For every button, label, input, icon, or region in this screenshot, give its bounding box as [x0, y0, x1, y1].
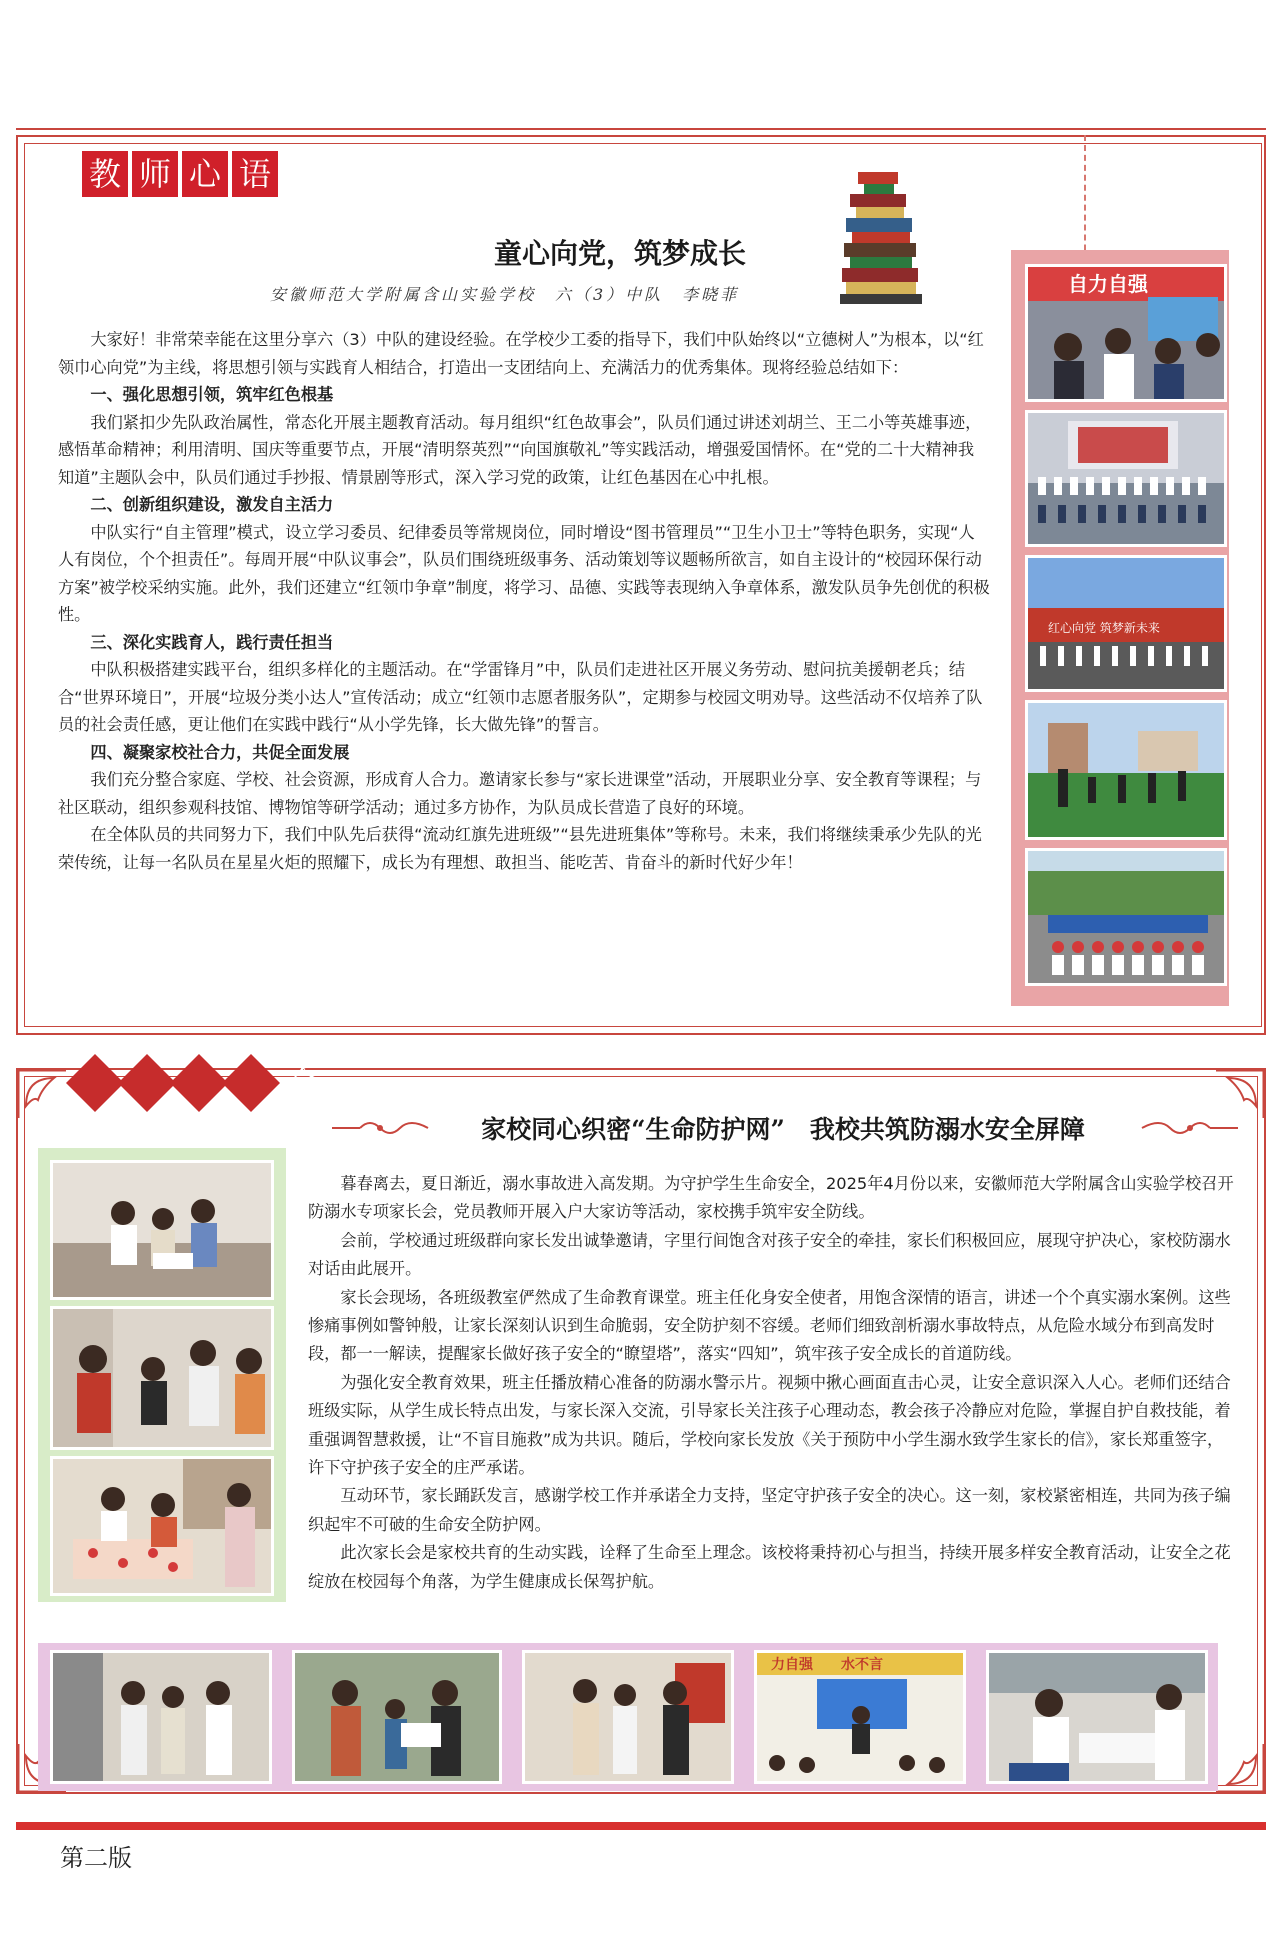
section2-body	[308, 1170, 1238, 1596]
tag-char: 合	[286, 1064, 319, 1102]
section2-tag	[70, 1058, 319, 1108]
paragraph: 我们紧扣少先队政治属性，常态化开展主题教育活动。每月组织“红色故事会”，队员们通过讲述刘胡兰、王二小等英雄事迹，感悟革命精神；利用清明、国庆等重要节点，开展“清明祭英烈”“向国旗敬礼”等实践活动，增强爱国情怀。在“党的二十大精神我知道”主题队会中，队员们通过手抄报、情景剧等形式，深入学习党的政策，让红色基因在心中扎根。	[58, 412, 982, 487]
photo-parent-signing	[986, 1650, 1208, 1784]
section1-title: 童心向党，筑梦成长	[493, 237, 746, 270]
photo-family-1	[50, 1650, 272, 1784]
photo-banner-text: 自力自强	[1068, 272, 1148, 296]
tag-char-wrap	[122, 1058, 174, 1108]
corner-ornament-icon	[1212, 1740, 1268, 1796]
photo-home-visit-2	[50, 1306, 274, 1450]
footer-rule	[16, 1822, 1266, 1830]
paragraph: 在全体队员的共同努力下，我们中队先后获得“流动红旗先进班级”“县先进班集体”等称号。未来，我们将继续秉承少先队的光荣传统，让每一名队员在星星火炬的照耀下，成长为有理想、敢担当、能吃苦、肯奋斗的新时代好少年！	[58, 825, 982, 872]
paragraph: 中队积极搭建实践平台，组织多样化的主题活动。在“学雷锋月”中，队员们走进社区开展义务劳动、慰问抗美援朝老兵；结合“世界环境日”，开展“垃圾分类小达人”宣传活动；成立“红领巾志愿者服务队”，定期参与校园文明劝导。这些活动不仅培养了队员的社会责任感，更让他们在实践中践行“从小学先锋，长大做先锋”的誓言。	[58, 660, 983, 734]
tag-char-wrap	[70, 1058, 122, 1108]
paragraph: 暮春离去，夏日渐近，溺水事故进入高发期。为守护学生生命安全，2025年4月份以来，安徽师范大学附属含山实验学校召开防溺水专项家长会，党员教师开展入户大家访等活动，家校携手筑牢安全防线。	[308, 1174, 1234, 1222]
photo-playground-run	[1025, 700, 1227, 840]
photo-parent-meeting	[754, 1650, 966, 1784]
tag-char-wrap	[226, 1058, 319, 1108]
subheading: 二、创新组织建设，激发自主活力	[90, 495, 334, 514]
photo-home-visit-1	[50, 1160, 274, 1300]
photo-outdoor-stage	[1025, 555, 1227, 692]
section1-body	[58, 326, 990, 876]
tag-char: 心	[182, 151, 228, 197]
tag-char-wrap	[174, 1058, 226, 1108]
tag-char: 师	[132, 151, 178, 197]
tag-char: 教	[82, 151, 128, 197]
photo-banner-text: 力自强 水不言	[771, 1657, 883, 1673]
photo-home-visit-3	[50, 1456, 274, 1596]
photo-stage-text: 红心向党 筑梦新未来	[1048, 621, 1160, 635]
top-rule	[16, 128, 1266, 130]
section1-tag	[82, 151, 282, 197]
photo-family-2	[292, 1650, 502, 1784]
paragraph: 会前，学校通过班级群向家长发出诚挚邀请，字里行间饱含对孩子安全的牵挂，家长们积极回应，展现守护决心，家校防溺水对话由此展开。	[308, 1230, 1231, 1279]
page-label: 第二版	[60, 1844, 132, 1872]
tag-char: 语	[232, 151, 278, 197]
paragraph: 中队实行“自主管理”模式，设立学习委员、纪律委员等常规岗位，同时增设“图书管理员”“卫生小卫士”等特色职务，实现“人人有岗位，个个担责任”。每周开展“中队议事会”，队员们围绕班级事务、活动策划等议题畅所欲言，如自主设计的“校园环保行动方案”被学校采纳实施。此外，我们还建立“红领巾争章”制度，将学习、品德、实践等表现纳入争章体系，激发队员争先创优的积极性。	[58, 522, 990, 624]
photo-classroom-students	[1025, 264, 1227, 402]
subheading: 四、凝聚家校社合力，共促全面发展	[90, 742, 350, 762]
paragraph: 大家好！非常荣幸能在这里分享六（3）中队的建设经验。在学校少工委的指导下，我们中队始终以“立德树人”为根本，以“红领巾心向党”为主线，将思想引领与实践育人相结合，打造出一支团结向上、充满活力的优秀集体。现将经验总结如下：	[58, 330, 984, 377]
photo-auditorium-assembly	[1025, 410, 1227, 547]
photo-group-outdoor	[1025, 848, 1227, 986]
paragraph: 为强化安全教育效果，班主任播放精心准备的防溺水警示片。视频中揪心画面直击心灵，让安全意识深入人心。老师们还结合班级实际，从学生成长特点出发，与家长深入交流，引导家长关注孩子心理动态，教会孩子冷静应对危险，掌握自护自救技能，着重强调智慧救援，让“不盲目施救”成为共识。随后，学校向家长发放《关于预防中小学生溺水致学生家长的信》，家长郑重签字，许下守护孩子安全的庄严承诺。	[308, 1372, 1231, 1478]
paragraph: 我们充分整合家庭、学校、社会资源，形成育人合力。邀请家长参与“家长进课堂”活动，开展职业分享、安全教育等课程；与社区联动，组织参观科技馆、博物馆等研学活动；通过多方协作，为队员成长营造了良好的环境。	[58, 770, 982, 817]
subheading: 一、强化思想引领，筑牢红色根基	[90, 385, 334, 404]
paragraph: 家长会现场，各班级教室俨然成了生命教育课堂。班主任化身安全使者，用饱含深情的语言，讲述一个个真实溺水案例。这些惨痛事例如警钟般，让家长深刻认识到生命脆弱，安全防护刻不容缓。老师们细致剖析溺水事故特点，从危险水域分布到高发时段，都一一解读，提醒家长做好孩子安全的“瞭望塔”，落实“四知”，筑牢孩子安全成长的首道防线。	[308, 1287, 1231, 1364]
section2-title: 家校同心织密“生命防护网” 我校共筑防溺水安全屏障	[481, 1115, 1085, 1144]
photo-family-3	[522, 1650, 734, 1784]
paragraph: 此次家长会是家校共育的生动实践，诠释了生命至上理念。该校将秉持初心与担当，持续开展多样安全教育活动，让安全之花绽放在校园每个角落，为学生健康成长保驾护航。	[308, 1543, 1231, 1591]
section1-byline: 安徽师范大学附属含山实验学校 六（3）中队 李晓菲	[270, 285, 740, 304]
corner-ornament-icon	[14, 1066, 70, 1122]
paragraph: 互动环节，家长踊跃发言，感谢学校工作并承诺全力支持，坚定守护孩子安全的决心。这一刻，家校紧密相连，共同为孩子编织起牢不可破的生命安全防护网。	[308, 1486, 1231, 1534]
subheading: 三、深化实践育人，践行责任担当	[90, 632, 334, 652]
